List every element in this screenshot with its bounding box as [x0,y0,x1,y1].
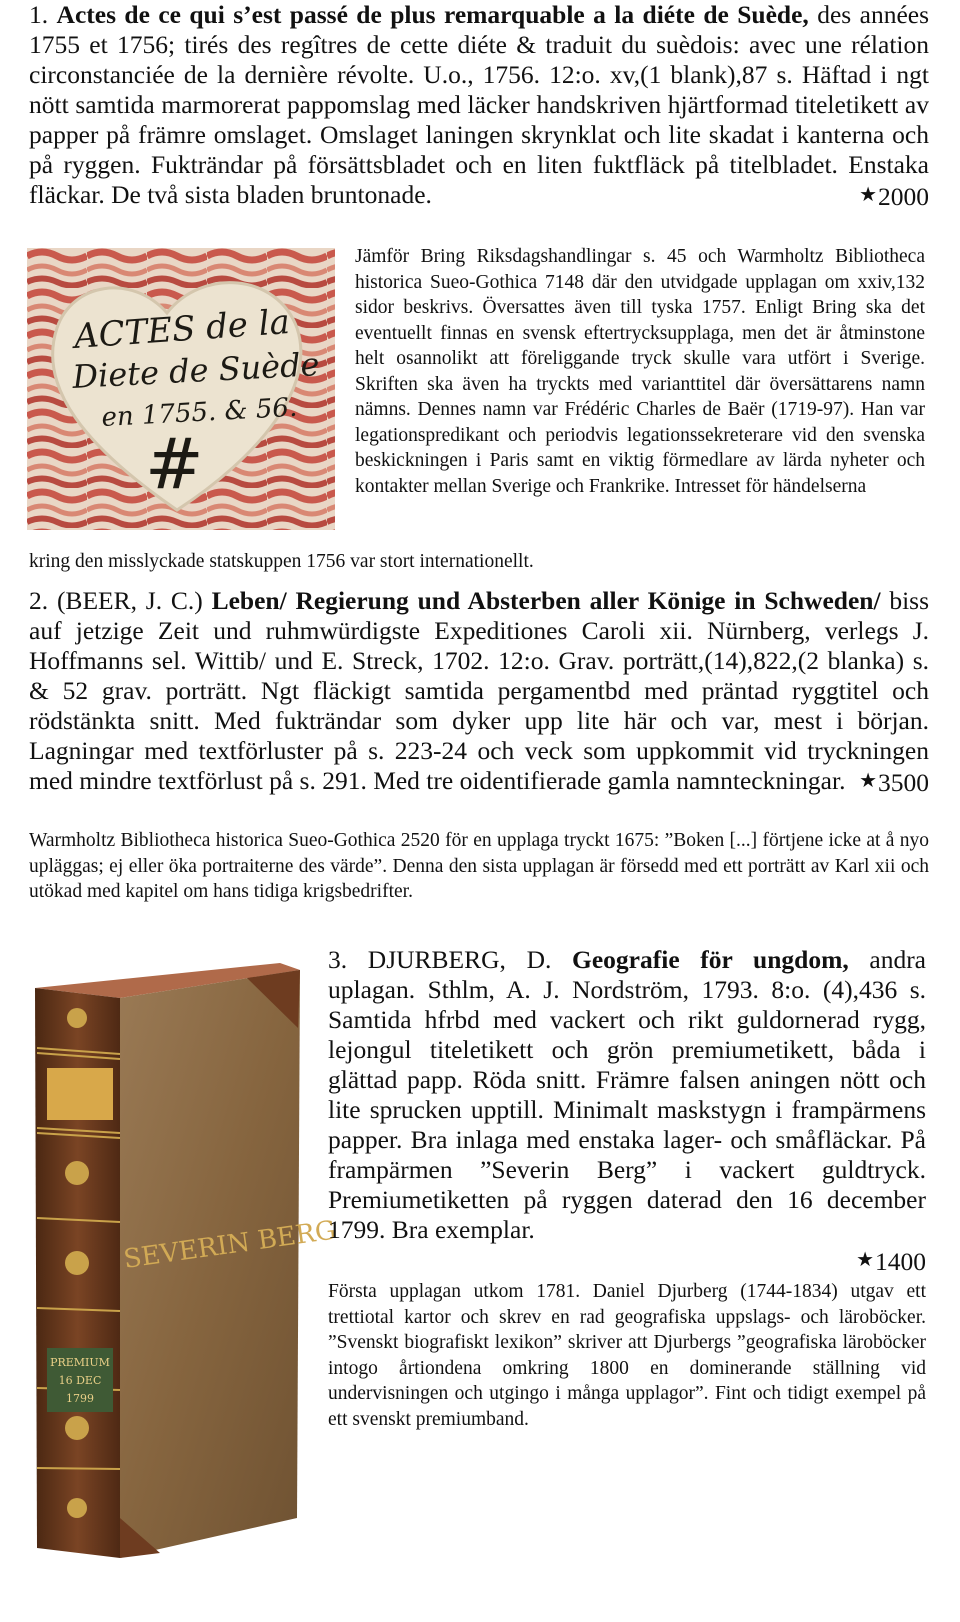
entry-3-price: ★1400 [856,1247,926,1276]
entry-3-number: 3. [328,945,348,974]
entry-3-note: Första upplagan utkom 1781. Daniel Djurberg (1744-1834) utgav ett trettiotal kartor och skrev en rad geografiska uppslags- och läroböcker. ”Svenskt biografiskt lexikon” skriver att Djurbergs ”geografiska läroböcker intogo årtiondena omkring 1800 en dominerande ställning vid undervisningen och utgingo i många upplagor”. Fint och tidigt exempel på ett svenskt premiumband. [328,1281,926,1430]
price-star-icon: ★ [859,184,877,206]
price-star-icon: ★ [859,770,877,792]
heart-label-photo [27,248,335,530]
label-line-2: Diete de Suède [71,345,321,396]
entry-1-price: ★2000 [859,182,929,211]
entry-3-title: Geografie för ungdom, [572,945,849,974]
entry-1-body: des années 1755 et 1756; tirés des regîtres de cette diéte & traduit du suèdois: avec une rélation circonstanciée de la dernière révolte. U.o., 1756. 12:o. xv,(1 blank),87 s. Häftad i ngt nött samtida marmorerat pappomslag med läcker handskriven hjärtformad titeletikett av papper på främre omslaget. Omslaget laningen skrynklat och lite skadat i kanterna och på ryggen. Fukträndar på försättsbladet och en liten fuktfläck på titelbladet. Enstaka fläckar. De två sista bladen bruntonade. [29,0,930,209]
label-mark: # [145,423,204,505]
entry-1-note-side: Jämför Bring Riksdagshandlingar s. 45 och Warmholtz Bibliotheca historica Sueo-Gothica 7148 där den utvidgade upplagan om xxiv,132 sidor beskrivs. Översattes även till tyska 1757. Enligt Bring ska det eventuellt finnas en svensk eftertrycksupplaga, men det är åtminstone helt osannolikt att föreliggande tryck skulle vara utfört i Sverige. Skriften ska även ha tryckts med varianttitel där översättarens namn nämns. Dennes namn var Frédéric Charles de Baër (1719-97). Han var legationspredikant och periodvis legationssekreterare vid den svenska beskickningen i Paris samt en viktig förmedlare av lärda nyheter och kontakter mellan Sverige och Frankrike. Intresset för händelserna [355,246,925,497]
entry-1-title: Actes de ce qui s’est passé de plus remarquable a la diéte de Suède, [56,0,809,29]
entry-3-price-line [328,1245,926,1277]
spine-label-3: 1799 [66,1392,94,1405]
book-photo [25,958,338,1558]
label-line-1: ACTES de la [72,302,292,357]
entry-1 [29,0,929,212]
entry-2-body: biss auf jetzige Zeit und ruhmwürdigste Expeditiones Caroli xii. Nürnberg, verlegs J. Hoffmanns sel. Wittib/ und E. Streck, 1702. 12:o. Grav. porträtt,(14),822,(2 blanka) s. & 52 grav. porträtt. Ngt fläckigt samtida pergamentbd med präntad ryggtitel och rödstänkta snitt. Med fukträndar som dyker upp lite här och var, mest i början. Lagningar med textförluster på s. 223-24 och veck som uppkommit vid tryckningen med mindre textförlust på s. 291. Med tre oidentifierade gamla namnteckningar. [29,586,930,795]
entry-1-note-full: kring den misslyckade statskuppen 1756 var stort internationellt. [29,551,534,572]
label-line-3: en 1755. & 56. [100,392,298,433]
spine-label-2: 16 DEC [58,1374,102,1387]
entry-2-note: Warmholtz Bibliotheca historica Sueo-Gothica 2520 för en upplaga tryckt 1675: ”Boken [...] förtjene icke at å nyo upläggas; ej eller öka portraiterne des värde”. Denna den sista upplagan är försedd med ett porträtt av Karl xii och utökad med kapitel om hans tidiga krigsbedrifter. [29,830,929,902]
entry-3-body: andra uplagan. Sthlm, A. J. Nordström, 1793. 8:o. (4),436 s. Samtida hfrbd med vackert och rikt guldornerad rygg, lejongul titeletikett och grön premiumetikett, båda i glättad papp. Röda snitt. Främre falsen aningen nött och lite sprucken upptill. Minimalt maskstygn i frampärmens papper. Bra inlaga med enstaka lager- och småfläckar. På frampärmen ”Severin Berg” i vackert guldtryck. Premiumetiketten på ryggen daterad den 16 december 1799. Bra exemplar. [328,945,926,1244]
entry-1-number: 1. [29,0,49,29]
entry-2 [29,586,929,798]
spine-label-1: PREMIUM [50,1356,110,1369]
entry-2-author: (BEER, J. C.) [56,586,203,615]
entry-2-number: 2. [29,586,49,615]
entry-2-title: Leben/ Regierung und Absterben aller Könige in Schweden/ [211,586,881,615]
entry-3 [328,945,926,1277]
price-star-icon: ★ [856,1249,874,1271]
entry-3-author: DJURBERG, D. [367,945,552,974]
cover-title: SEVERIN BERG [121,1215,338,1275]
entry-2-price: ★3500 [859,768,929,797]
